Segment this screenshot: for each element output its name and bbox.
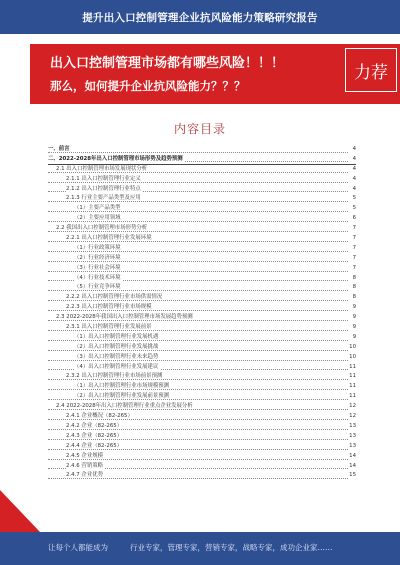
toc-page-number: 9: [352, 303, 356, 313]
toc-entry[interactable]: [48, 412, 356, 422]
toc-entry-title: （2）主要应用领域: [74, 215, 121, 222]
toc-page-number: 4: [352, 175, 356, 185]
toc-leader-dots: [48, 409, 348, 410]
toc-entry-title: （5）行业竞争环境: [74, 284, 121, 291]
toc-entry[interactable]: [48, 462, 356, 472]
toc-page-number: 9: [352, 313, 356, 323]
toc-page-number: 14: [348, 452, 356, 462]
toc-page-number: 8: [352, 283, 356, 293]
toc-entry[interactable]: [48, 224, 356, 234]
toc-entry[interactable]: [48, 155, 356, 165]
toc-page-number: 4: [352, 145, 356, 155]
toc-entry[interactable]: [48, 165, 356, 175]
toc-entry-title: 2.1.2 出入口控制管理行业特点: [66, 185, 141, 192]
toc-leader-dots: [48, 221, 348, 222]
toc-entry-title: （1）行业政策环境: [74, 244, 121, 251]
toc-entry[interactable]: [48, 353, 356, 363]
toc-entry-title: （4）出入口控制管理行业发展建议: [74, 363, 159, 370]
toc-page-number: 5: [352, 204, 356, 214]
toc-page-number: 12: [348, 412, 356, 422]
toc-entry-title: 一、前言: [48, 146, 70, 152]
toc-page-number: 9: [352, 333, 356, 343]
toc-leader-dots: [48, 290, 348, 291]
toc-entry[interactable]: [48, 175, 356, 185]
toc-entry[interactable]: [48, 313, 356, 323]
toc-leader-dots: [48, 379, 348, 380]
toc-entry[interactable]: [48, 402, 356, 412]
toc-page-number: 11: [348, 382, 356, 392]
toc-leader-dots: [48, 419, 348, 420]
toc-entry-title: 2.3 2022-2028年我国出入口控制管理市场发展趋势预测: [56, 314, 193, 321]
toc-page-number: 8: [352, 293, 356, 303]
toc-entry-title: 2.1 出入口控制管理市场发展现状分析: [56, 165, 148, 172]
toc-entry[interactable]: [48, 471, 356, 481]
toc-entry-title: 二、2022-2028年出入口控制管理市场形势及趋势预测: [48, 155, 183, 162]
toc-page-number: 10: [348, 343, 356, 353]
toc-entry[interactable]: [48, 244, 356, 254]
table-of-contents: [48, 145, 356, 481]
toc-leader-dots: [48, 300, 348, 301]
toc-entry-title: 2.4.3 企业（82-265）: [66, 432, 123, 439]
toc-page-number: 9: [352, 323, 356, 333]
toc-entry[interactable]: [48, 145, 356, 155]
toc-entry-title: 2.4.5 企业规模: [66, 452, 103, 459]
toc-entry-title: （1）出入口控制管理行业市场规模预测: [74, 383, 170, 390]
toc-entry[interactable]: [48, 323, 356, 333]
toc-entry[interactable]: [48, 392, 356, 402]
footer-bar: [0, 532, 400, 565]
toc-leader-dots: [48, 320, 348, 321]
toc-entry-title: （1）出入口控制管理行业发展机遇: [74, 333, 159, 340]
toc-entry[interactable]: [48, 194, 356, 204]
toc-leader-dots: [48, 399, 348, 400]
toc-entry-title: （1）主要产品类型: [74, 205, 121, 212]
toc-entry-title: 2.2 我国出入口控制管理市场形势分析: [56, 225, 148, 232]
toc-page-number: 7: [352, 234, 356, 244]
toc-leader-dots: [48, 241, 348, 242]
toc-entry-title: 2.4 2022-2028年出入口控制管理行业重点企业发展分析: [56, 403, 193, 410]
toc-entry[interactable]: [48, 382, 356, 392]
banner-question: 那么，如何提升企业抗风险能力？？？: [50, 79, 246, 93]
toc-entry-title: 2.1.3 行业主要产品类型及应用: [66, 195, 141, 202]
report-title: 提升出入口控制管理企业抗风险能力策略研究报告: [82, 11, 318, 24]
toc-leader-dots: [48, 211, 348, 212]
toc-entry-title: 2.2.1 出入口控制管理行业发展环境: [66, 235, 152, 242]
toc-page-number: 13: [348, 442, 356, 452]
recommend-badge: [345, 48, 397, 92]
corner-accent: [0, 490, 40, 532]
toc-leader-dots: [48, 330, 348, 331]
toc-entry-title: 2.4.2 企业（82-265）: [66, 422, 123, 429]
toc-page-number: 6: [352, 214, 356, 224]
toc-page-number: 4: [352, 185, 356, 195]
toc-page-number: 7: [352, 224, 356, 234]
toc-leader-dots: [48, 231, 348, 232]
toc-entry[interactable]: [48, 293, 356, 303]
banner-headline: 出入口控制管理市场都有哪些风险！！！: [50, 56, 285, 71]
toc-entry-title: （2）行业经济环境: [74, 254, 121, 261]
toc-entry[interactable]: [48, 303, 356, 313]
toc-page-number: 5: [352, 194, 356, 204]
toc-entry[interactable]: [48, 234, 356, 244]
toc-entry-title: （2）出入口控制管理行业发展前景预测: [74, 393, 170, 400]
toc-leader-dots: [48, 201, 348, 202]
toc-page-number: 4: [352, 155, 356, 165]
toc-entry-title: （2）出入口控制管理行业发展挑战: [74, 343, 159, 350]
toc-page-number: 14: [348, 462, 356, 472]
toc-leader-dots: [48, 310, 348, 311]
toc-entry-title: 2.4.6 营销策略: [66, 462, 103, 469]
toc-entry[interactable]: [48, 422, 356, 432]
toc-page-number: 7: [352, 254, 356, 264]
toc-entry-title: 2.4.4 企业（82-265）: [66, 442, 123, 449]
toc-entry[interactable]: [48, 343, 356, 353]
toc-entry-title: 2.1.1 出入口控制管理行业定义: [66, 175, 141, 182]
toc-page-number: 15: [348, 471, 356, 481]
toc-page-number: 13: [348, 422, 356, 432]
toc-entry-title: 2.3.2 出入口控制管理行业市场前景预测: [66, 373, 163, 380]
toc-entry[interactable]: [48, 333, 356, 343]
toc-entry-title: （3）出入口控制管理行业未来趋势: [74, 353, 159, 360]
toc-page-number: 11: [348, 372, 356, 382]
toc-entry[interactable]: [48, 264, 356, 274]
toc-entry[interactable]: [48, 452, 356, 462]
recommend-badge-text: 力荐: [354, 62, 388, 83]
toc-leader-dots: [48, 389, 348, 390]
toc-page-number: 11: [348, 392, 356, 402]
toc-page-number: 13: [348, 432, 356, 442]
toc-entry[interactable]: [48, 204, 356, 214]
toc-page-number: 7: [352, 264, 356, 274]
toc-entry[interactable]: [48, 283, 356, 293]
report-header-bar: [0, 0, 400, 34]
toc-heading: 内容目录: [173, 122, 226, 136]
toc-entry[interactable]: [48, 432, 356, 442]
toc-entry-title: 2.4.1 企业概况（82-265）: [66, 413, 133, 420]
footer-roles: 行业专家，管理专家，营销专家，战略专家，成功企业家……: [130, 543, 333, 552]
toc-leader-dots: [48, 478, 348, 479]
toc-entry-title: （3）行业社会环境: [74, 264, 121, 271]
toc-page-number: 11: [348, 363, 356, 373]
toc-entry-title: 2.3.1 出入口控制管理行业发展前景: [66, 324, 152, 331]
toc-entry[interactable]: [48, 185, 356, 195]
toc-page-number: 10: [348, 353, 356, 363]
toc-page-number: 8: [352, 274, 356, 284]
toc-entry[interactable]: [48, 214, 356, 224]
toc-entry-title: 2.2.2 出入口控制管理行业市场供需情况: [66, 294, 163, 301]
footer-slogan: 让每个人都能成为: [48, 543, 108, 552]
toc-page-number: 12: [348, 402, 356, 412]
toc-entry-title: （4）行业技术环境: [74, 274, 121, 281]
toc-page-number: 7: [352, 244, 356, 254]
toc-leader-dots: [48, 152, 348, 153]
toc-page-number: 4: [352, 165, 356, 175]
toc-entry[interactable]: [48, 372, 356, 382]
toc-entry-title: 2.2.3 出入口控制管理行业市场规模: [66, 304, 152, 311]
toc-entry[interactable]: [48, 363, 356, 373]
toc-entry[interactable]: [48, 274, 356, 284]
toc-entry[interactable]: [48, 254, 356, 264]
toc-entry-title: 2.4.7 企业优势: [66, 472, 103, 479]
toc-entry[interactable]: [48, 442, 356, 452]
